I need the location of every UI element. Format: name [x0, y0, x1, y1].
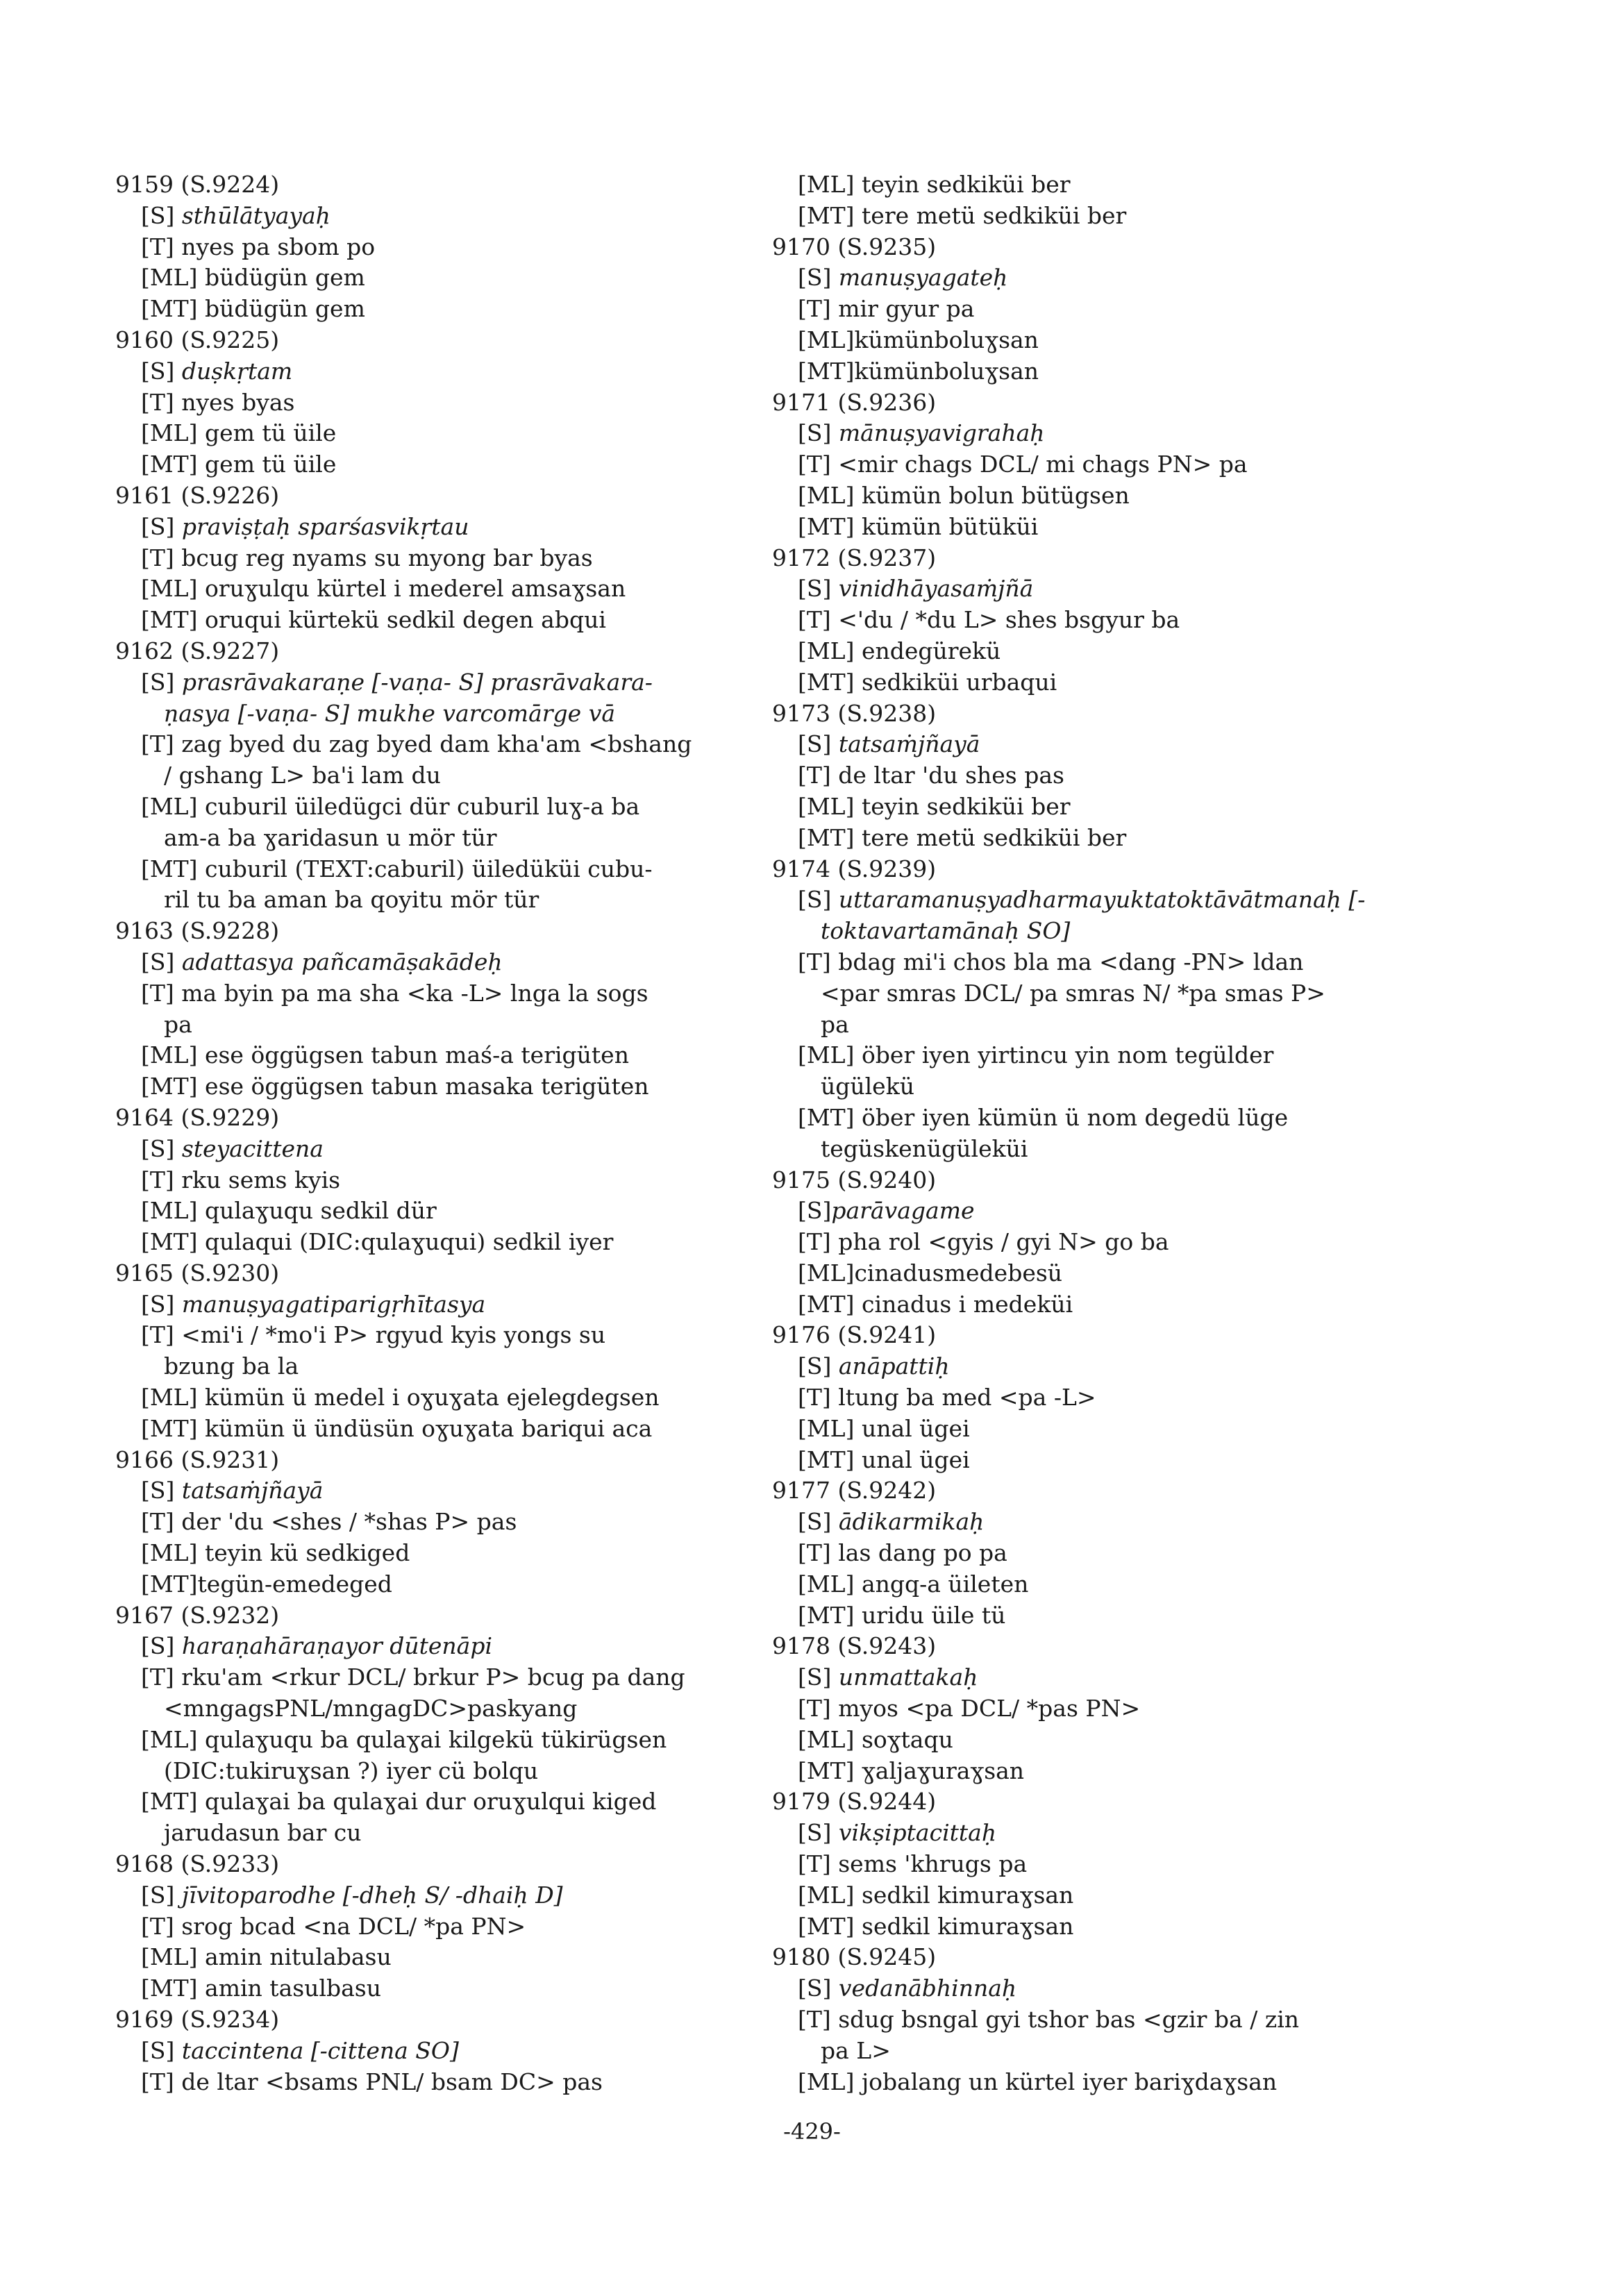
sanskrit-tag: [S] [141, 1632, 182, 1660]
page-number: -429- [783, 2118, 841, 2145]
entry-line: [ML] endegürekü [798, 637, 1001, 664]
entry-line: [T] myos <pa DCL/ *pas PN> [798, 1695, 1141, 1723]
entry-line: [T] bdag mi'i chos bla ma <dang -PN> ldan [798, 948, 1304, 975]
entry-line: [MT] sedkiküi urbaqui [798, 668, 1057, 696]
entry-line: [T] mir gyur pa [798, 295, 975, 323]
sanskrit-tag: [S] [798, 1352, 839, 1380]
entry-line: [T] nyes byas [141, 388, 295, 416]
entry-continuation: tegüskenügüleküi [821, 1134, 1028, 1162]
entry-line: [ML] angq-a üileten [798, 1570, 1029, 1598]
entry-continuation: pa [821, 1010, 849, 1038]
entry-number: 9178 (S.9243) [772, 1632, 937, 1660]
sanskrit-tag: [S] [798, 1975, 839, 2002]
entry-line: [ML] jobalang un kürtel iyer bariɣdaɣsan [798, 2068, 1278, 2095]
entry-number: 9172 (S.9237) [772, 544, 937, 571]
entry-line: [ML] oruɣulqu kürtel i mederel amsaɣsan [141, 575, 626, 603]
entry-line: [ML] teyin sedkiküi ber [798, 171, 1071, 198]
sanskrit-term: manuṣyagateḥ [838, 264, 1008, 292]
sanskrit-term: duṣkṛtam [181, 357, 293, 385]
entry-line: [T] rku sems kyis [141, 1166, 341, 1193]
entry-line: [T] pha rol <gyis / gyi N> go ba [798, 1228, 1169, 1256]
sanskrit-term: vedanābhinnaḥ [838, 1975, 1017, 2002]
entry-continuation: am-a ba ɣaridasun u mör tür [164, 823, 497, 851]
entry-line: [MT] kümün ü ündüsün oɣuɣata bariqui aca [141, 1414, 653, 1442]
entry-line: [T] ltung ba med <pa -L> [798, 1384, 1096, 1411]
entry-line: [ML] cuburil üiledügci dür cuburil luɣ-a ba [141, 792, 640, 820]
sanskrit-tag: [S] [798, 730, 839, 758]
entry-line: [T] rku'am <rkur DCL/ brkur P> bcug pa dang [141, 1664, 685, 1691]
entry-number: 9176 (S.9241) [772, 1321, 937, 1349]
entry-line [772, 729, 1418, 760]
entry-continuation: ril tu ba aman ba qoyitu mör tür [164, 886, 539, 914]
entry-number: 9179 (S.9244) [772, 1788, 937, 1816]
entry-number: 9159 (S.9224) [115, 171, 280, 198]
entry-line: [MT] unal ügei [798, 1446, 970, 1473]
entry-line: [ML] qulaɣuqu sedkil dür [141, 1197, 437, 1225]
entry-number: 9177 (S.9242) [772, 1477, 937, 1505]
entry-line [772, 1973, 1418, 2004]
sanskrit-tag: [S] [141, 1134, 182, 1162]
entry-number: 9170 (S.9235) [772, 233, 937, 260]
entry-line: [MT] oruqui kürtekü sedkil degen abqui [141, 606, 606, 634]
entry-line: [MT] büdügün gem [141, 295, 365, 323]
entry-line: [MT] sedkil kimuraɣsan [798, 1912, 1074, 1940]
entry-line: [T] nyes pa sbom po [141, 233, 376, 260]
entry-continuation: pa L> [821, 2036, 891, 2064]
entry-line: [MT] tere metü sedkiküi ber [798, 201, 1127, 229]
entry-line [772, 1818, 1418, 1849]
entry-number: 9166 (S.9231) [115, 1446, 280, 1473]
entry-line: [MT] gem tü üile [141, 451, 337, 478]
sanskrit-tag: [S] [141, 2036, 182, 2064]
entry-line [772, 573, 1418, 605]
entry-number: 9160 (S.9225) [115, 326, 280, 353]
entry-line: [T] <'du / *du L> shes bsgyur ba [798, 606, 1180, 634]
entry-line: [ML] amin nitulabasu [141, 1943, 392, 1971]
entry-line: [T] sdug bsngal gyi tshor bas <gzir ba / zin [798, 2006, 1300, 2034]
entry-line: [T] las dang po pa [798, 1539, 1007, 1567]
entry-line [115, 1475, 754, 1507]
entry-number: 9171 (S.9236) [772, 388, 937, 416]
entry-line: [ML] qulaɣuqu ba qulaɣai kilgekü tükirügsen [141, 1725, 667, 1753]
entry-line: [T] sems 'khrugs pa [798, 1850, 1028, 1878]
entry-continuation: pa [164, 1010, 192, 1038]
entry-line: [MT] öber iyen kümün ü nom degedü lüge [798, 1103, 1289, 1131]
entry-number: 9180 (S.9245) [772, 1943, 937, 1971]
entry-line: [ML] teyin kü sedkiged [141, 1539, 410, 1567]
entry-number: 9165 (S.9230) [115, 1259, 280, 1287]
entry-line: [ML] unal ügei [798, 1414, 970, 1442]
entry-continuation: jarudasun bar cu [164, 1819, 362, 1847]
entry-line [115, 667, 754, 698]
entry-line [115, 1631, 754, 1662]
sanskrit-tag: [S] [141, 357, 182, 385]
sanskrit-tag: [S] [798, 264, 839, 292]
sanskrit-tag: [S] [141, 1477, 182, 1505]
entry-continuation [115, 698, 754, 730]
entry-number: 9173 (S.9238) [772, 699, 937, 727]
entry-number: 9174 (S.9239) [772, 855, 937, 882]
entry-line: [MT] cinadus i medeküi [798, 1290, 1073, 1318]
right-column [772, 169, 1418, 2097]
entry-line: [ML] sedkil kimuraɣsan [798, 1881, 1074, 1909]
sanskrit-tag: [S] [141, 1290, 182, 1318]
entry-line: [ML] ese öggügsen tabun maś-a terigüten [141, 1041, 629, 1069]
sanskrit-term: unmattakaḥ [838, 1664, 978, 1691]
entry-line [772, 1196, 1418, 1227]
entry-line: [T] srog bcad <na DCL/ *pa PN> [141, 1912, 526, 1940]
entry-line [115, 2036, 754, 2067]
entry-line [772, 262, 1418, 294]
entry-line: [MT] cuburil (TEXT:caburil) üiledüküi cubu- [141, 855, 653, 882]
entry-line: [MT] amin tasulbasu [141, 1975, 381, 2002]
sanskrit-tag: [S] [141, 512, 182, 540]
entry-line: [MT] tere metü sedkiküi ber [798, 823, 1127, 851]
entry-line: [T] de ltar 'du shes pas [798, 762, 1064, 789]
entry-line [772, 885, 1418, 916]
entry-line [115, 512, 754, 543]
entry-line: [MT] qulaqui (DIC:qulaɣuqui) sedkil iyer [141, 1228, 614, 1256]
sanskrit-term: haraṇahāraṇayor dūtenāpi [181, 1632, 493, 1660]
entry-number: 9167 (S.9232) [115, 1601, 280, 1629]
sanskrit-tag: [S] [798, 575, 839, 603]
sanskrit-term: toktavartamānaḥ SO] [821, 917, 1071, 945]
entry-line: [ML] büdügün gem [141, 264, 365, 292]
entry-number: 9162 (S.9227) [115, 637, 280, 664]
sanskrit-term: ṇasya [-vaṇa- S] mukhe varcomārge vā [164, 699, 616, 727]
sanskrit-term: jīvitoparodhe [-dheḥ S/ -dhaiḥ D] [181, 1881, 563, 1909]
entry-line: [MT] uridu üile tü [798, 1601, 1006, 1629]
entry-number: 9168 (S.9233) [115, 1850, 280, 1878]
sanskrit-tag: [S] [141, 948, 182, 975]
sanskrit-tag: [S] [798, 1508, 839, 1536]
entry-line: [MT] qulaɣai ba qulaɣai dur oruɣulqui kiged [141, 1788, 657, 1816]
entry-line [115, 947, 754, 978]
entry-line: [ML] öber iyen yirtincu yin nom tegülder [798, 1041, 1274, 1069]
entry-line: [T] <mi'i / *mo'i P> rgyud kyis yongs su [141, 1321, 606, 1349]
entry-continuation: <par smras DCL/ pa smras N/ *pa smas P> [821, 979, 1325, 1007]
entry-number: 9175 (S.9240) [772, 1166, 937, 1193]
entry-continuation: <mngagsPNL/mngagDC>paskyang [164, 1695, 578, 1723]
entry-line: [MT]tegün-emedeged [141, 1570, 392, 1598]
entry-line: [ML] soɣtaqu [798, 1725, 953, 1753]
sanskrit-term: vikṣiptacittaḥ [838, 1819, 997, 1847]
sanskrit-tag: [S] [798, 1664, 839, 1691]
entry-line: [MT] ese öggügsen tabun masaka terigüten [141, 1073, 649, 1100]
sanskrit-tag: [S] [141, 201, 182, 229]
sanskrit-term: steyacittena [181, 1134, 324, 1162]
sanskrit-tag: [S] [798, 1197, 832, 1225]
entry-line [772, 1662, 1418, 1693]
entry-line [115, 1134, 754, 1165]
entry-line [115, 1289, 754, 1321]
sanskrit-term: vinidhāyasaṁjñā [838, 575, 1034, 603]
sanskrit-term: anāpattiḥ [838, 1352, 950, 1380]
entry-line [115, 356, 754, 387]
entry-continuation: ügülekü [821, 1073, 914, 1100]
entry-line: [MT]kümünboluɣsan [798, 357, 1039, 385]
entry-continuation: (DIC:tukiruɣsan ?) iyer cü bolqu [164, 1757, 539, 1784]
sanskrit-term: sthūlātyayaḥ [181, 201, 330, 229]
entry-line [115, 201, 754, 232]
entry-line [772, 1507, 1418, 1538]
sanskrit-term: uttaramanuṣyadharmayuktatoktāvātmanaḥ [- [838, 886, 1366, 914]
entry-number: 9163 (S.9228) [115, 917, 280, 945]
sanskrit-term: praviṣṭaḥ sparśasvikṛtau [181, 512, 469, 540]
entry-line: [ML] kümün bolun bütügsen [798, 481, 1130, 509]
entry-number: 9161 (S.9226) [115, 481, 280, 509]
sanskrit-term: mānuṣyavigrahaḥ [838, 419, 1045, 447]
entry-line: [ML] gem tü üile [141, 419, 337, 447]
entry-line: [ML] kümün ü medel i oɣuɣata ejelegdegsen [141, 1384, 660, 1411]
entry-line [115, 1880, 754, 1911]
sanskrit-tag: [S] [141, 1881, 182, 1909]
sanskrit-tag: [S] [798, 1819, 839, 1847]
sanskrit-tag: [S] [141, 668, 182, 696]
sanskrit-term: ādikarmikaḥ [838, 1508, 985, 1536]
entry-continuation: bzung ba la [164, 1352, 299, 1380]
entry-line: [T] zag byed du zag byed dam kha'am <bshang [141, 730, 692, 758]
entry-number: 9164 (S.9229) [115, 1103, 280, 1131]
entry-continuation: / gshang L> ba'i lam du [164, 762, 441, 789]
sanskrit-term: adattasya pañcamāṣakādeḥ [181, 948, 503, 975]
sanskrit-term: taccintena [-cittena SO] [181, 2036, 459, 2064]
sanskrit-term: tatsaṁjñayā [838, 730, 980, 758]
sanskrit-term: parāvagame [831, 1197, 975, 1225]
entry-line: [ML] teyin sedkiküi ber [798, 792, 1071, 820]
entry-line: [MT] kümün bütüküi [798, 512, 1039, 540]
sanskrit-tag: [S] [798, 886, 839, 914]
entry-line: [T] de ltar <bsams PNL/ bsam DC> pas [141, 2068, 603, 2095]
sanskrit-tag: [S] [798, 419, 839, 447]
entry-line: [T] ma byin pa ma sha <ka -L> lnga la sogs [141, 979, 648, 1007]
entry-line: [T] der 'du <shes / *shas P> pas [141, 1508, 517, 1536]
entry-number: 9169 (S.9234) [115, 2006, 280, 2034]
entry-line: [T] <mir chags DCL/ mi chags PN> pa [798, 451, 1248, 478]
entry-continuation [772, 916, 1418, 947]
sanskrit-term: manuṣyagatiparigṛhītasya [181, 1290, 486, 1318]
entry-line: [ML]kümünboluɣsan [798, 326, 1039, 353]
left-column [115, 169, 754, 2097]
entry-line: [T] bcug reg nyams su myong bar byas [141, 544, 593, 571]
entry-line: [MT] ɣaljaɣuraɣsan [798, 1757, 1025, 1784]
entry-line: [ML]cinadusmedebesü [798, 1259, 1063, 1287]
sanskrit-term: tatsaṁjñayā [181, 1477, 324, 1505]
sanskrit-term: prasrāvakaraṇe [-vaṇa- S] prasrāvakara- [181, 668, 653, 696]
entry-line [772, 1351, 1418, 1382]
entry-line [772, 418, 1418, 449]
